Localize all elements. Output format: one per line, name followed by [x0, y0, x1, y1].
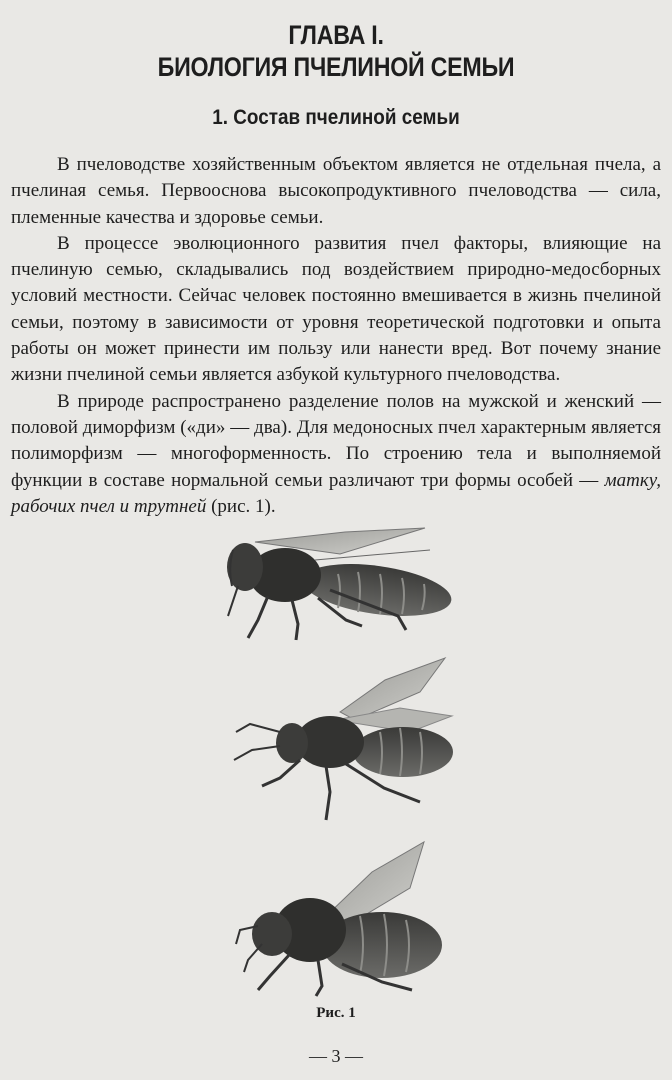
- chapter-title: БИОЛОГИЯ ПЧЕЛИНОЙ СЕМЬИ: [157, 52, 515, 82]
- worker-head: [276, 723, 308, 763]
- body-text: [11, 152, 661, 520]
- queen-abdomen: [299, 556, 454, 624]
- paragraph-3-end: (рис. 1).: [206, 495, 276, 517]
- chapter-number: ГЛАВА I.: [288, 20, 384, 50]
- queen-bee-drawing: [227, 528, 455, 640]
- paragraph-3-italic: матку, рабочих пчел и трутней: [11, 469, 661, 517]
- worker-bee-drawing: [234, 658, 453, 820]
- paragraph-3-start: В природе распространено разделение полов на мужской и женский — половой диморфизм («ди» — два). Для медоносных пчел характерным является полиморфизм — многоформенность. По строению тела и выполняемой функции в составе нормальной семьи различают три формы особей —: [11, 390, 661, 491]
- section-title: 1. Состав пчелиной семьи: [212, 106, 460, 129]
- drone-bee-drawing: [236, 842, 442, 996]
- paragraph-1: В пчеловодстве хозяйственным объектом является не отдельная пчела, а пчелиная семья. Первооснова высокопродуктивного пчеловодства — сила, племенные качества и здоровье семьи.: [11, 154, 661, 228]
- figure-caption: Рис. 1: [316, 1005, 356, 1021]
- page-number: — 3 —: [309, 1046, 363, 1066]
- paragraph-3: [11, 389, 661, 520]
- bees-illustration: [0, 520, 672, 1000]
- paragraph-2: В процессе эволюционного развития пчел факторы, влияющие на пчелиную семью, складывались под воздействием природно-медосборных условий местности. Сейчас человек постоянно вмешивается в жизнь пчелиной семьи, поэтому в зависимости от уровня теоретической подготовки и опыта работы он может принести им пользу или нанести вред. Вот почему знание жизни пчелиной семьи является азбукой культурного пчеловодства.: [11, 232, 661, 386]
